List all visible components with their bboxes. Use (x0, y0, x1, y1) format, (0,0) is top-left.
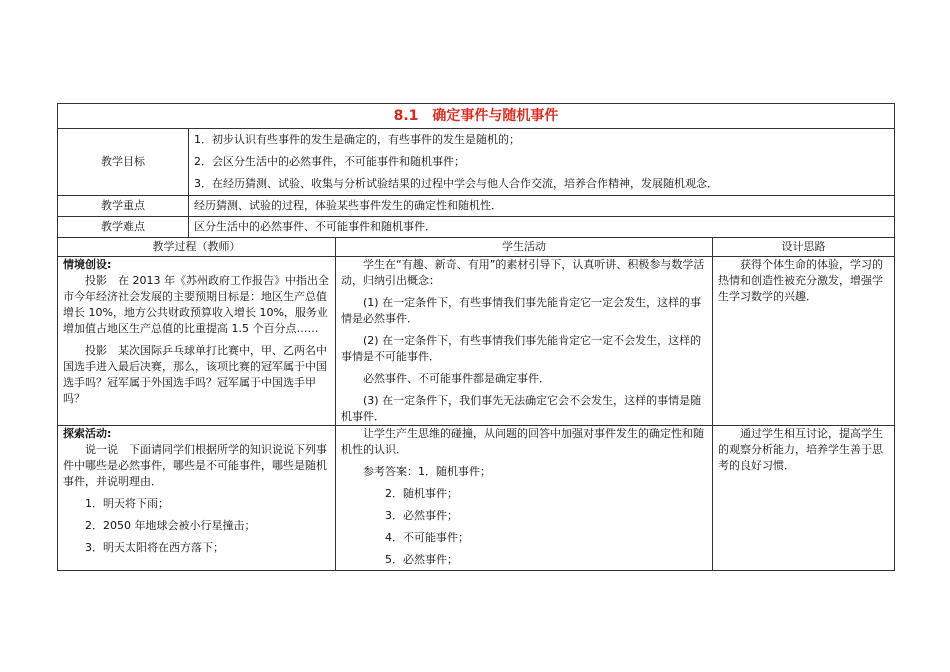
explore-intro: 说一说 下面请同学们根据所学的知识说说下列事件中哪些是必然事件，哪些是不可能事件，哪些是随机事件，并说明理由． (63, 443, 327, 488)
key-point-text: 经历猜测、试验的过程，体验某些事件发生的确定性和随机性． (189, 196, 895, 217)
concept-item: (1) 在一定条件下，有些事情我们事先能肯定它一定会发生，这样的事情是必然事件． (341, 296, 702, 325)
answer-label: 参考答案：1．随机事件； (363, 465, 491, 478)
answer-item: 2．随机事件； (385, 487, 458, 500)
design-text: 通过学生相互讨论，提高学生的观察分析能力，培养学生善于思考的良好习惯． (718, 427, 883, 472)
situation-teacher-cell (58, 257, 336, 426)
goal-item: 2．会区分生活中的必然事件，不可能事件和随机事件； (194, 155, 465, 168)
answer-item: 3．必然事件； (385, 509, 458, 522)
design-header: 设计思路 (713, 238, 895, 257)
key-point-row (58, 196, 895, 217)
difficulty-label: 教学难点 (58, 217, 189, 238)
difficulty-text: 区分生活中的必然事件、不可能事件和随机事件． (189, 217, 895, 238)
process-header-row (58, 238, 895, 257)
situation-design-cell (713, 257, 895, 426)
explore-student-cell (336, 426, 713, 571)
event-item: 1．明天将下雨； (85, 497, 169, 510)
situation-paragraph: 投影 在 2013 年《苏州政府工作报告》中指出全市今年经济社会发展的主要预期目标是：地区生产总值增长 10%，地方公共财政预算收入增长 10%，服务业增加值占地区生产总值的比重提高 1.5 个百分点…… (63, 274, 329, 335)
explore-teacher-cell (58, 426, 336, 571)
answer-item: 5．必然事件； (385, 553, 458, 566)
event-item: 2．2050 年地球会被小行星撞击； (85, 519, 256, 532)
goal-item: 3．在经历猜测、试验、收集与分析试验结果的过程中学会与他人合作交流，培养合作精神，发展随机观念． (194, 177, 718, 190)
explore-student-intro: 让学生产生思维的碰撞，从问题的回答中加强对事件发生的确定性和随机性的认识． (341, 427, 704, 456)
situation-student-cell (336, 257, 713, 426)
goals-row (58, 129, 895, 196)
student-header: 学生活动 (336, 238, 713, 257)
design-text: 获得个体生命的体验，学习的热情和创造性被充分激发，增强学生学习数学的兴趣． (718, 258, 883, 303)
situation-row (58, 257, 895, 426)
situation-title: 情境创设: (63, 258, 112, 271)
teacher-header: 教学过程（教师） (58, 238, 336, 257)
key-point-label: 教学重点 (58, 196, 189, 217)
goal-item: 1．初步认识有些事件的发生是确定的，有些事件的发生是随机的； (194, 133, 520, 146)
concept-item: (2) 在一定条件下，有些事情我们事先能肯定它一定不会发生，这样的事情是不可能事件． (341, 334, 702, 363)
goals-content (189, 129, 895, 196)
situation-paragraph: 投影 某次国际乒乓球单打比赛中，甲、乙两名中国选手进入最后决赛，那么，该项比赛的冠军属于中国选手吗？冠军属于外国选手吗？冠军属于中国选手甲吗？ (63, 344, 327, 405)
page-title: 8.1 确定事件与随机事件 (58, 104, 895, 129)
goals-label: 教学目标 (58, 129, 189, 196)
event-item: 3．明天太阳将在西方落下； (85, 541, 224, 554)
difficulty-row (58, 217, 895, 238)
concept-item: 必然事件、不可能事件都是确定事件． (363, 372, 550, 385)
lesson-plan-page (57, 103, 894, 571)
concept-item: (3) 在一定条件下，我们事先无法确定它会不会发生，这样的事情是随机事件． (341, 394, 702, 423)
lesson-plan-table (57, 103, 895, 571)
answer-item: 4．不可能事件； (385, 531, 469, 544)
explore-title: 探索活动: (63, 427, 112, 440)
student-intro: 学生在“有趣、新奇、有用”的素材引导下，认真听讲、积极参与数学活动，归纳引出概念： (341, 258, 705, 287)
explore-design-cell (713, 426, 895, 571)
title-row (58, 104, 895, 129)
explore-row (58, 426, 895, 571)
